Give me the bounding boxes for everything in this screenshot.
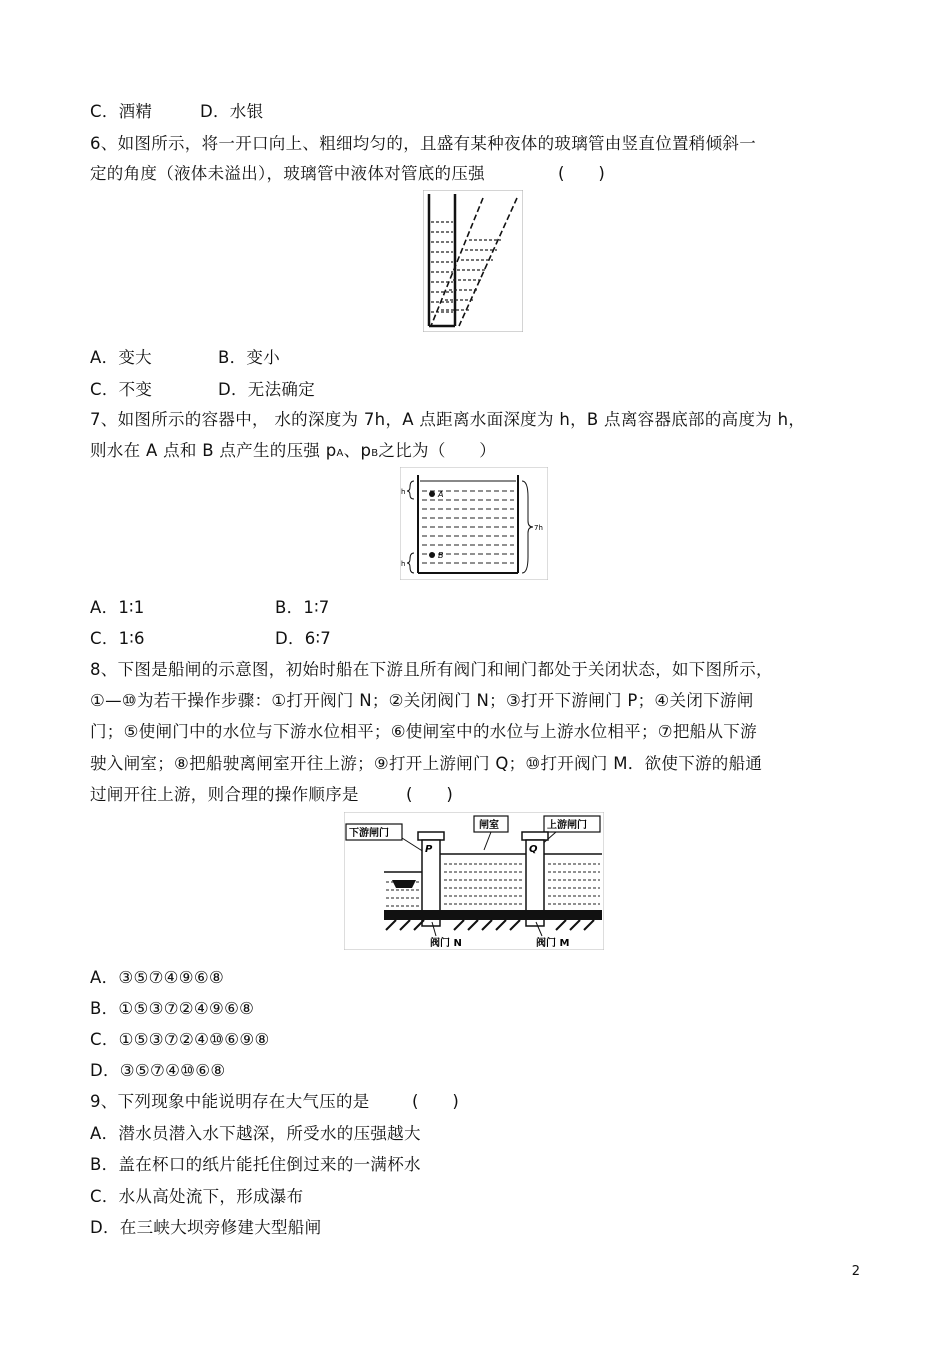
q6-answer-paren: ( ) [558,164,606,183]
q6-stem-line2: 定的角度（液体未溢出），玻璃管中液体对管底的压强 [90,164,485,183]
q8-label-chamber: 闸室 [479,820,499,831]
q8-label-downstream-gate: 下游闸门 [349,828,389,839]
q6-option-b: B．变小 [218,348,281,367]
q8-label-upstream-gate: 上游闸门 [547,820,587,831]
q7-option-a: A．1∶1 [90,598,145,617]
q5-option-d: D．水银 [200,102,264,121]
q8-label-valve-n: 阀门 N [430,938,462,949]
q6-option-d: D．无法确定 [218,380,316,399]
q8-option-a: A．③⑤⑦④⑨⑥⑧ [90,968,225,987]
q6-stem-line1: 6、如图所示，将一开口向上、粗细均匀的，且盛有某种夜体的玻璃管由竖直位置稍倾斜一 [90,134,756,153]
q7-label-b: B [438,551,444,560]
q7-option-d: D．6∶7 [275,629,331,648]
q8-stem-line5: 过闸开往上游，则合理的操作顺序是 [90,785,359,804]
q7-stem-line1: 7、如图所示的容器中， 水的深度为 7h，A 点距离水面深度为 h，B 点离容器底部的高度为 h， [90,410,806,429]
q7-stem-line2 [90,437,496,461]
q5-option-c: C．酒精 [90,102,153,121]
q7-label-h-top: h [401,488,406,496]
q9-option-b: B．盖在杯口的纸片能托住倒过来的一满杯水 [90,1155,421,1174]
q7-sub-a: A [336,448,344,459]
q7-label-h-bottom: h [401,560,406,568]
q8-figure-ship-lock [344,812,604,954]
q9-option-a: A．潜水员潜入水下越深，所受水的压强越大 [90,1124,421,1143]
q8-option-d: D．③⑤⑦④⑩⑥⑧ [90,1061,226,1080]
q9-option-d: D．在三峡大坝旁修建大型船闸 [90,1218,322,1237]
q7-stem-line2-pre: 则水在 A 点和 B 点产生的压强 p [90,441,337,460]
q7-option-b: B．1∶7 [275,598,330,617]
q8-label-gate-p: P [425,844,433,855]
q8-stem-line2: ①—⑩为若干操作步骤：①打开阀门 N；②关闭阀门 N；③打开下游闸门 P；④关闭下游闸 [90,691,754,710]
q6-option-a: A．变大 [90,348,152,367]
q8-stem-line3: 门；⑤使闸门中的水位与下游水位相平；⑥使闸室中的水位与上游水位相平；⑦把船从下游 [90,722,757,741]
page-number: 2 [851,1264,860,1279]
q6-option-c: C．不变 [90,380,153,399]
q8-option-b: B．①⑤③⑦②④⑨⑥⑧ [90,999,255,1018]
q7-sub-b: B [371,448,379,459]
q7-stem-line2-post: 之比为（ ） [378,441,497,460]
q7-label-a: A [438,490,444,499]
q9-option-c: C．水从高处流下，形成瀑布 [90,1187,304,1206]
q8-label-valve-m: 阀门 M [536,938,570,949]
q8-answer-paren: ( ) [406,785,454,804]
q7-figure-container [400,467,548,584]
q8-label-gate-q: Q [529,844,538,855]
q9-stem: 9、下列现象中能说明存在大气压的是 [90,1092,370,1111]
q6-figure-tilted-tube [423,190,523,336]
q7-label-7h: 7h [534,524,543,532]
q7-option-c: C．1∶6 [90,629,145,648]
q7-sep: 、p [343,441,372,460]
q8-stem-line4: 驶入闸室；⑧把船驶离闸室开往上游；⑨打开上游闸门 Q；⑩打开阀门 M．欲使下游的船通 [90,754,763,773]
q9-answer-paren: ( ) [412,1092,460,1111]
q8-option-c: C．①⑤③⑦②④⑩⑥⑨⑧ [90,1030,270,1049]
q8-stem-line1: 8、下图是船闸的示意图，初始时船在下游且所有阀门和闸门都处于关闭状态，如下图所示， [90,660,773,679]
